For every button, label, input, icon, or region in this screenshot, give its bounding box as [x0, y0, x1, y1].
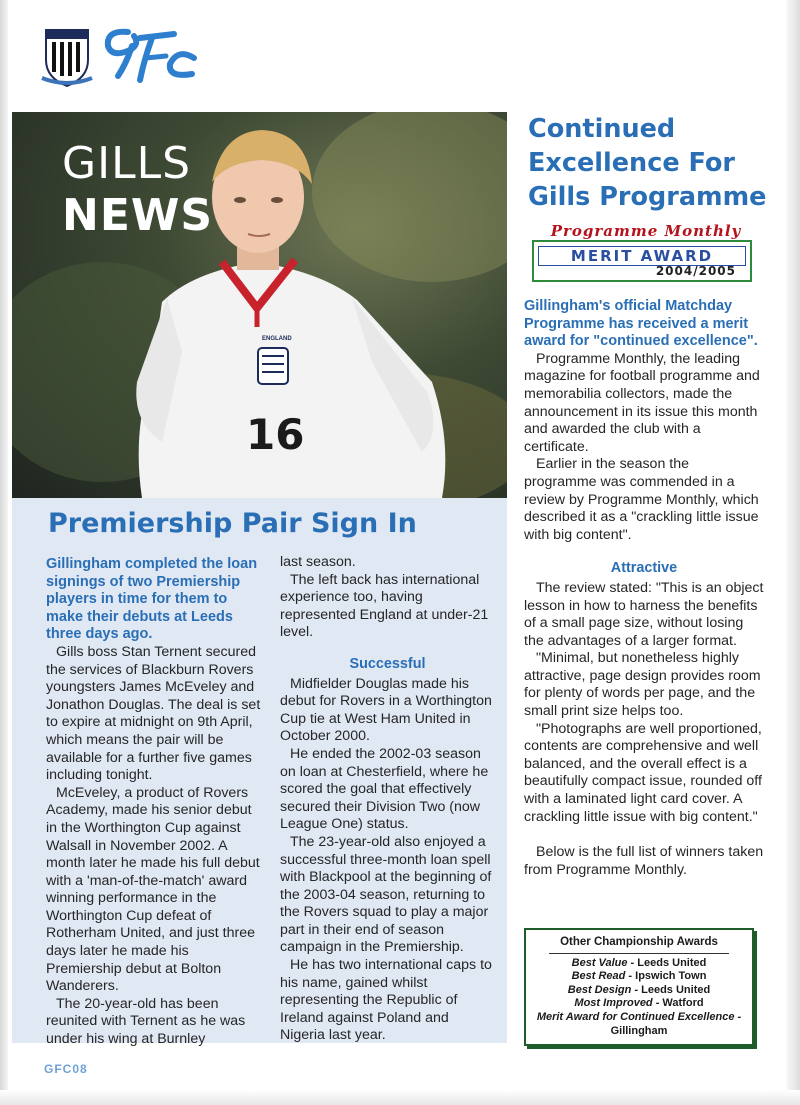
award-title: MERIT AWARD — [570, 247, 714, 265]
page-left-edge — [0, 0, 8, 1105]
article-paragraph: McEveley, a product of Rovers Academy, made his senior debut in the Worthington Cup against Walsall in November 2002. A month later he made his full debut with a 'man-of-the-match' award winning performance in the Worthington Cup defeat of Rotherham United, and just three days later he made his Premiership debut at Bolton Wanderers. — [46, 784, 260, 995]
club-crest-icon — [40, 22, 94, 88]
article-paragraph: Midfielder Douglas made his debut for Rovers in a Worthington Cup tie at West Ham United in October 2000. — [280, 675, 492, 745]
award-inner — [538, 246, 746, 266]
right-article-lead: Gillingham's official Matchday Programme has received a merit award for "continued excellence". — [524, 298, 758, 350]
page-bottom-edge — [0, 1090, 800, 1105]
article-paragraph: He ended the 2002-03 season on loan at Chesterfield, where he scored the goal that effectively secured their Division Two (now League One) status. — [280, 745, 489, 833]
article-paragraph: last season. — [280, 554, 356, 570]
award-name: Best Design — [567, 983, 632, 996]
article-headline: Premiership Pair Sign In — [48, 508, 417, 539]
shirt-number: 16 — [246, 410, 305, 459]
right-article-paragraph: The review stated: "This is an object lesson in how to harness the benefits of a small page size, without losing the advantages of a larger format. — [524, 579, 764, 649]
awards-list-last-winner: Gillingham — [610, 1024, 668, 1037]
right-article-subhead: Attractive — [610, 560, 678, 577]
article-paragraph: The 23-year-old also enjoyed a successful three-month loan spell with Blackpool at the beginning of the 2003-04 season, returning to the Rovers squad to play a major part in their end of season campaign in the Premiership. — [280, 833, 492, 956]
page-folio: GFC08 — [44, 1062, 88, 1076]
awards-list-title: Other Championship Awards — [560, 936, 718, 948]
right-article-closing: Below is the full list of winners taken from Programme Monthly. — [524, 844, 764, 878]
article-paragraph: He has two international caps to his name, gained whilst representing the Republic of Ireland against Poland and Nigeria last year. — [280, 957, 492, 1044]
page-right-edge — [786, 0, 800, 1105]
awards-list-row — [526, 957, 752, 971]
section-title-line1: GILLS — [62, 138, 192, 189]
article-lead: Gillingham completed the loan signings of two Premiership players in time for them to make their debuts at Leeds three days ago. — [46, 556, 258, 643]
merit-award-logo — [528, 222, 753, 284]
award-year: 2004/2005 — [655, 264, 736, 278]
award-winner: - Watford — [652, 997, 704, 1010]
gfc-logo-icon — [100, 24, 202, 86]
article-paragraph: The 20-year-old has been reunited with Ternent as he was under his wing at Burnley — [46, 995, 246, 1048]
article-subhead: Successful — [349, 655, 426, 672]
article-paragraph: The left back has international experience too, having represented England at under-21 level. — [280, 571, 489, 641]
award-winner: - Leeds United — [631, 983, 711, 996]
shirt-badge-label: ENGLAND — [262, 336, 292, 342]
award-winner: - Ipswich Town — [625, 970, 707, 983]
awards-list-rule — [549, 953, 729, 954]
award-winner: - Leeds United — [627, 956, 707, 969]
right-article-paragraph: "Photographs are well proportioned, contents are comprehensive and well balanced, and the overall effect is a beautifully compact issue, rounded off with a laminated light card cover. A crackling little issue with big content." — [524, 720, 762, 825]
award-name: Merit Award for Continued Excellence — [536, 1010, 735, 1023]
section-title — [62, 138, 214, 241]
section-title-line2: NEWS — [62, 190, 214, 241]
award-box — [532, 240, 752, 282]
right-article-paragraph: Earlier in the season the programme was commended in a review by Programme Monthly, which described it as a "crackling little issue with big content". — [524, 456, 759, 543]
awards-list-row — [526, 1011, 752, 1025]
award-publication: Programme Monthly — [550, 222, 742, 240]
award-name: Best Value — [571, 956, 628, 969]
right-article-title: Continued Excellence For Gills Programme — [528, 114, 767, 212]
awards-list-box — [524, 928, 754, 1046]
award-name: Best Read — [571, 970, 626, 983]
article-paragraph: Gills boss Stan Ternent secured the services of Blackburn Rovers youngsters James McEveley and Jonathon Douglas. The deal is set to expire at midnight on 9th April, which means the pair will be available for a further five games including tonight. — [46, 643, 261, 784]
awards-list-row — [526, 984, 752, 998]
right-article-paragraph: Programme Monthly, the leading magazine for football programme and memorabilia collectors, made the announcement in its issue this month and awarded the club with a certificate. — [524, 350, 760, 455]
article-column-1 — [46, 556, 264, 1049]
player-photo — [12, 112, 507, 498]
article-column-2 — [280, 554, 495, 1045]
award-name: Most Improved — [574, 997, 653, 1010]
right-article-paragraph: "Minimal, but nonetheless highly attractive, page design provides room for plenty of words per page, and the small print size helps too. — [524, 650, 761, 720]
awards-list-row — [526, 970, 752, 984]
awards-list-row — [526, 997, 752, 1011]
right-article-body — [524, 298, 764, 879]
award-winner: - — [734, 1010, 742, 1023]
